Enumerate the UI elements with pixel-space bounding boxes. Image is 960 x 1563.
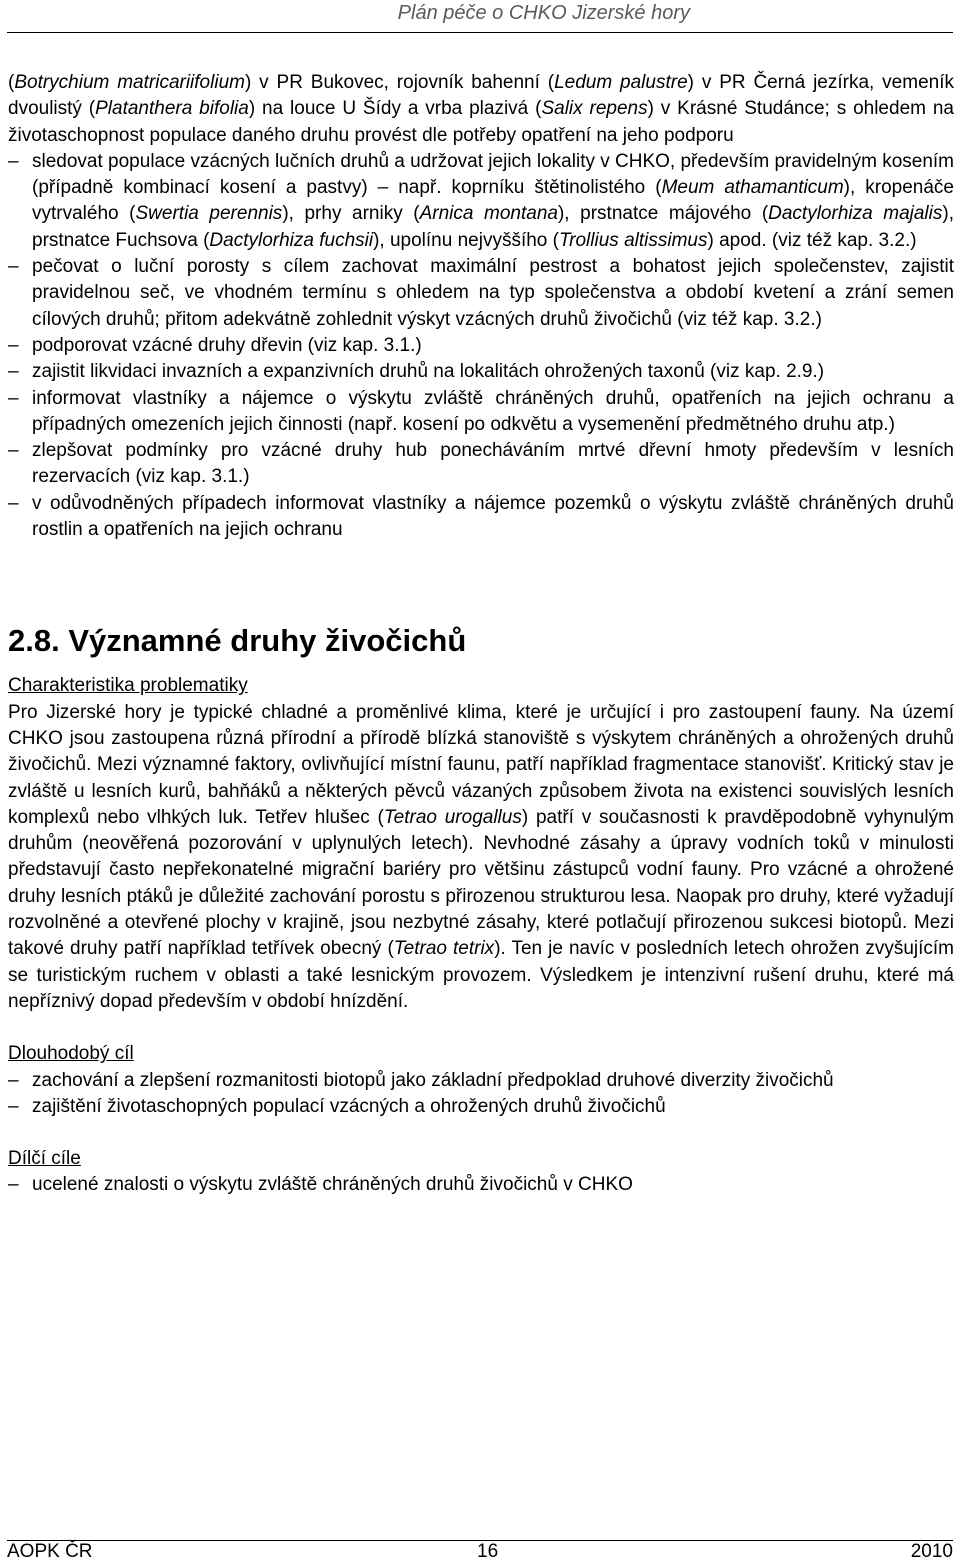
text-run: ) patří v současnosti k pravděpodobně vyhynulým druhům (neověřená pozorování v uplynulých letech). Nevhodné zásahy a úpravy vodních toků v minulosti představují často nepřekonatelné migrační bariéry pro většinu zástupců vodní fauny. Pro vzácné a ohrožené druhy lesních ptáků je důležité zachování porostu s přirozenou strukturou lesa. Naopak pro druhy, které vyžadují rozvolněné a otevřené plochy v krajině, jsou nezbytné zásahy, které potlačují přirozenou sukcesi biotopů. Mezi takové druhy patří například tetřívek obecný ( xyxy=(8,806,954,960)
list-item xyxy=(8,1068,954,1094)
page-footer xyxy=(7,1542,953,1562)
text-run: ( xyxy=(8,72,15,93)
subheading-characteristics: Charakteristika problematiky xyxy=(8,675,248,697)
text-run: ) v Krásné Studánce; s ohledem na životaschopnost populace daného druhu provést dle potřeby opatření na jeho podporu xyxy=(8,98,954,146)
text-run: ) v PR Černá jezírka, vemeník dvoulistý ( xyxy=(8,72,954,120)
species-name: Platanthera bifolia xyxy=(95,98,249,120)
page-content xyxy=(8,70,954,1199)
species-name: Trollius altissimus xyxy=(558,229,708,251)
subheading-partial-goals: Dílčí cíle xyxy=(8,1148,81,1170)
partial-goals-list xyxy=(8,1172,954,1198)
text-run: zlepšovat podmínky pro vzácné druhy hub ponecháváním mrtvé dřevní hmoty především v lesních rezervacích (viz kap. 3.1.) xyxy=(32,440,954,488)
footer-org: AOPK ČR xyxy=(7,1541,93,1562)
species-name: Swertia perennis xyxy=(135,203,283,225)
species-name: Arnica montana xyxy=(419,203,558,225)
list-item xyxy=(8,359,954,385)
species-name: Ledum palustre xyxy=(554,72,688,93)
footer-year: 2010 xyxy=(910,1541,953,1562)
text-run: Pro Jizerské hory je typické chladné a proměnlivé klima, které je určující i pro zastoupení fauny. Na území CHKO jsou zastoupena různá přírodní a přírodě blízká stanoviště s výskytem chráněných a ohrožených druhů živočichů. Mezi významné faktory, ovlivňující místní faunu, patří například fragmentace stanovišť. Kritický stav je zvláště u lesních kurů, bahňáků a některých pěvců vázaných způsobem života na existenci souvislých lesních komplexů nebo vlhkých luk. Tetřev hlušec ( xyxy=(8,701,954,828)
text-run: ) v PR Bukovec, rojovník bahenní ( xyxy=(244,72,555,93)
characteristics-paragraph xyxy=(8,700,954,1016)
text-run: pečovat o luční porosty s cílem zachovat maximální pestrost a bohatost jejich společenstev, zajistit pravidelnou seč, ve vhodném termínu s ohledem na typ společenstva a období kvetení a zrání semen cílových druhů; přitom adekvátně zohlednit výskyt vzácných druhů živočichů (viz též kap. 3.2.) xyxy=(32,256,954,330)
text-run: ), kropenáče vytrvalého ( xyxy=(32,177,954,225)
header-divider xyxy=(7,32,953,33)
section-heading: 2.8. Významné druhy živočichů xyxy=(8,623,467,659)
text-run: ), upolínu nejvyššího ( xyxy=(373,229,559,251)
text-run: ). Ten je navíc v posledních letech ohrožen zvyšujícím se turistickým ruchem v oblasti a také lesnickým provozem. Výsledkem je intenzivní rušení druhu, které má nepříznivý dopad především v období hnízdění. xyxy=(8,938,955,1012)
text-run: ), prstnatce májového ( xyxy=(557,203,769,225)
intro-paragraph xyxy=(8,70,954,149)
text-run: v odůvodněných případech informovat vlastníky a nájemce pozemků o výskytu zvláště chráněných druhů rostlin a opatřeních na jejich ochranu xyxy=(32,492,954,541)
list-item xyxy=(8,386,954,439)
text-run: ), prhy arniky ( xyxy=(282,203,420,225)
species-name: Tetrao tetrix xyxy=(393,938,495,960)
text-run: zajištění životaschopných populací vzácných a ohrožených druhů živočichů xyxy=(32,1095,666,1117)
plant-measures-list xyxy=(8,149,954,543)
list-item xyxy=(8,438,954,491)
text-run: zajistit likvidaci invazních a expanzivních druhů na lokalitách ohrožených taxonů (viz kap. 2.9.) xyxy=(32,361,825,383)
species-name: Tetrao urogallus xyxy=(383,806,522,828)
subheading-long-term-goal: Dlouhodobý cíl xyxy=(8,1043,134,1065)
list-item xyxy=(8,1094,954,1120)
species-name: Botrychium matricariifolium xyxy=(14,72,245,93)
text-run: ) na louce U Šídy a vrba plazivá ( xyxy=(248,98,542,120)
list-item xyxy=(8,254,954,333)
list-item xyxy=(8,149,954,254)
text-run: ), prstnatce Fuchsova ( xyxy=(32,203,954,251)
species-name: Dactylorhiza majalis xyxy=(768,203,943,225)
text-run: zachování a zlepšení rozmanitosti biotopů jako základní předpoklad druhové diverzity živočichů xyxy=(32,1069,834,1091)
list-item xyxy=(8,1172,954,1198)
text-run: podporovat vzácné druhy dřevin (viz kap. 3.1.) xyxy=(32,334,422,356)
list-item xyxy=(8,491,954,544)
species-name: Salix repens xyxy=(541,98,648,120)
page-header: Plán péče o CHKO Jizerské hory xyxy=(397,2,690,24)
species-name: Meum athamanticum xyxy=(661,177,844,199)
text-run: ucelené znalosti o výskytu zvláště chráněných druhů živočichů v CHKO xyxy=(32,1174,633,1196)
text-run: ) apod. (viz též kap. 3.2.) xyxy=(707,229,917,251)
text-run: sledovat populace vzácných lučních druhů a udržovat jejich lokality v CHKO, především pravidelným kosením (případně kombinací kosení a pastvy) – např. koprníku štětinolistého ( xyxy=(32,150,954,199)
page-number: 16 xyxy=(477,1541,499,1562)
text-run: informovat vlastníky a nájemce o výskytu zvláště chráněných druhů, opatřeních na jejich ochranu a případných omezeních jejich činnosti (např. kosení po odkvětu a vysemenění předmětného druhu atp.) xyxy=(32,387,954,435)
list-item xyxy=(8,333,954,359)
long-term-goal-list xyxy=(8,1068,954,1121)
species-name: Dactylorhiza fuchsii xyxy=(209,229,374,251)
